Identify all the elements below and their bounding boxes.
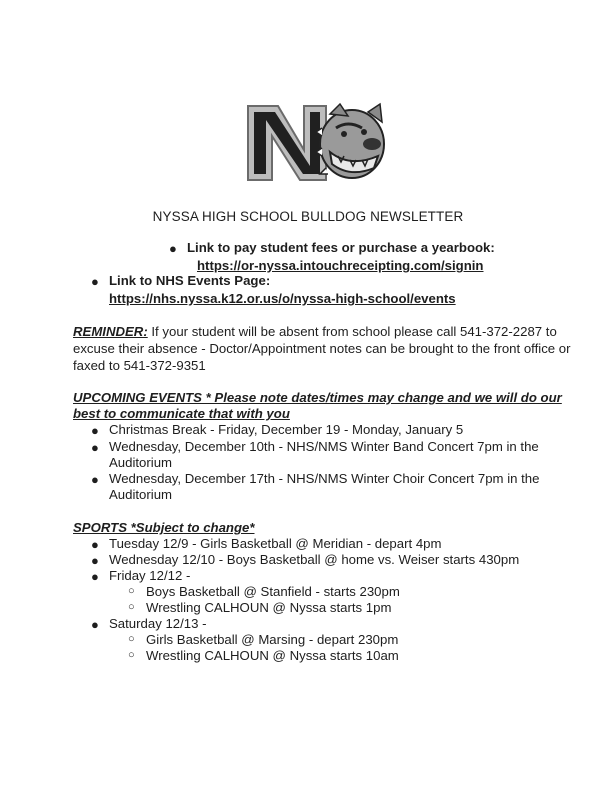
sports-subitem: Wrestling CALHOUN @ Nyssa starts 1pm — [146, 600, 392, 615]
bullet-icon: ● — [91, 423, 99, 438]
bullet-icon: ● — [91, 472, 99, 487]
event-item: Wednesday, December 10th - NHS/NMS Winter Band Concert 7pm in the — [109, 439, 539, 454]
school-logo — [244, 98, 394, 188]
bullet-icon: ● — [91, 617, 99, 632]
sub-bullet-icon: ○ — [128, 585, 135, 597]
reminder-paragraph — [73, 323, 573, 374]
bullet-icon: ● — [91, 569, 99, 584]
upcoming-heading-line-2: best to communicate that with you — [73, 406, 290, 421]
sports-item: Wednesday 12/10 - Boys Basketball @ home vs. Weiser starts 430pm — [109, 552, 520, 567]
bullet-icon: ● — [91, 274, 99, 289]
sports-subitem: Girls Basketball @ Marsing - depart 230pm — [146, 632, 399, 647]
sub-bullet-icon: ○ — [128, 633, 135, 645]
bullet-icon: ● — [91, 440, 99, 455]
reminder-line-2: excuse their absence - Doctor/Appointment notes can be brought to the front office or — [73, 341, 571, 356]
events-link-label: Link to NHS Events Page: — [109, 273, 271, 288]
events-link-url[interactable]: https://nhs.nyssa.k12.or.us/o/nyssa-high-school/events — [109, 291, 456, 306]
fees-link-label: Link to pay student fees or purchase a yearbook: — [187, 240, 495, 255]
bullet-icon: ● — [91, 537, 99, 552]
newsletter-title: NYSSA HIGH SCHOOL BULLDOG NEWSLETTER — [152, 209, 464, 224]
sub-bullet-icon: ○ — [128, 601, 135, 613]
reminder-line-3: faxed to 541-372-9351 — [73, 358, 206, 373]
reminder-line-1: If your student will be absent from school please call 541-372-2287 to — [147, 324, 557, 339]
event-item: Christmas Break - Friday, December 19 - Monday, January 5 — [109, 422, 464, 437]
sports-item: Saturday 12/13 - — [109, 616, 207, 631]
bullet-icon: ● — [169, 241, 177, 256]
event-item-cont: Auditorium — [109, 455, 173, 470]
upcoming-heading-line-1: UPCOMING EVENTS * Please note dates/times may change and we will do our — [73, 390, 562, 405]
sports-item: Friday 12/12 - — [109, 568, 191, 583]
event-item-cont: Auditorium — [109, 487, 173, 502]
sports-item: Tuesday 12/9 - Girls Basketball @ Meridian - depart 4pm — [109, 536, 442, 551]
event-item: Wednesday, December 17th - NHS/NMS Winter Choir Concert 7pm in the — [109, 471, 540, 486]
bulldog-n-logo-icon — [244, 98, 394, 188]
sports-subitem: Wrestling CALHOUN @ Nyssa starts 10am — [146, 648, 399, 663]
sports-subitem: Boys Basketball @ Stanfield - starts 230pm — [146, 584, 400, 599]
sports-heading: SPORTS *Subject to change* — [73, 520, 255, 535]
sub-bullet-icon: ○ — [128, 649, 135, 661]
fees-link-url[interactable]: https://or-nyssa.intouchreceipting.com/signin — [197, 258, 484, 273]
bullet-icon: ● — [91, 553, 99, 568]
reminder-heading: REMINDER: — [73, 324, 148, 339]
